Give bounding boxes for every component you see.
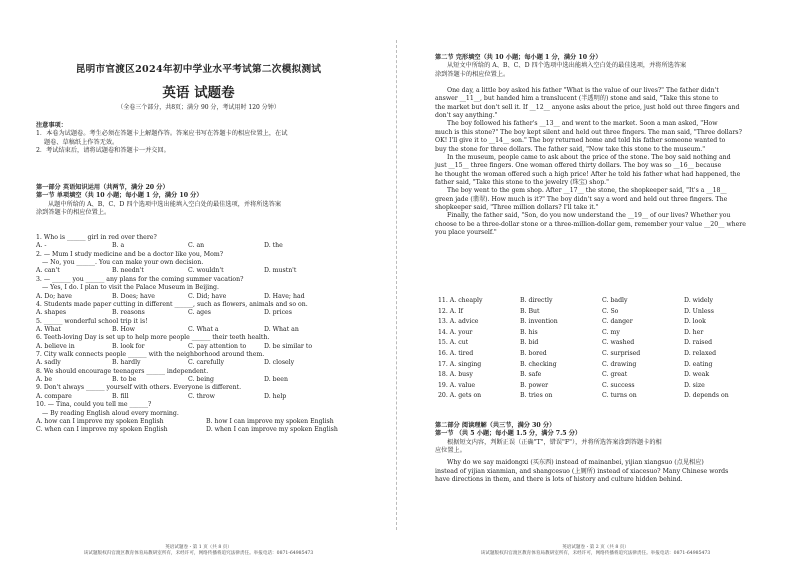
cloze-passage (435, 87, 775, 237)
choice-option: D. her (684, 328, 704, 336)
option: A. can't (36, 267, 60, 275)
option-row (36, 393, 376, 401)
choice-row (438, 349, 768, 360)
choice-option: B. bored (520, 350, 547, 358)
option: C. wouldn't (188, 267, 224, 275)
passage-line: don't say anything." (435, 112, 498, 120)
option: D. been (264, 376, 288, 384)
choice-option: D. depends on (684, 392, 729, 400)
passage-line: father said, "Take this stone to the jewelry (珠宝) shop." (435, 178, 609, 186)
passage-line: One day, a little boy asked his father "What is the value of our lives?" The father didn't (447, 87, 719, 94)
option: C. pay attention to (188, 342, 247, 350)
option: B. hardly (112, 359, 141, 367)
part1-heading: 第一部分 英语知识运用（共两节，满分 20 分） (36, 184, 169, 191)
option-row (36, 359, 376, 367)
question-item (36, 334, 376, 351)
question-stem: 7. City walk connects people ______ with the neighborhood around them. (36, 351, 265, 359)
option: A. shapes (36, 309, 67, 317)
section2-block (435, 54, 775, 79)
option: C. throw (188, 392, 215, 400)
choice-option: B. invention (520, 318, 558, 326)
option: A. - (36, 242, 47, 250)
part2-instructions: 应位置上。 (435, 447, 466, 455)
section1-heading: 第一节 单项填空（共 10 小题；每小题 1 分，满分 10 分） (36, 192, 203, 200)
option: A. What (36, 325, 61, 333)
option-row (36, 309, 376, 317)
part2-heading: 第二部分 阅读理解（共三节，满分 30 分） (435, 422, 556, 429)
question-stem: 4. Students made paper cutting in different ______, such as flowers, animals and so on. (36, 300, 308, 308)
choice-row (438, 296, 768, 307)
option: C. What a (188, 325, 219, 333)
question-item (36, 251, 376, 276)
choice-option: D. relaxed (684, 350, 717, 358)
choice-option: C. great (602, 371, 628, 379)
choice-option: C. my (602, 328, 620, 336)
choice-option: C. So (602, 307, 619, 315)
option-row (36, 418, 376, 426)
option: D. when I can improve my spoken English (206, 426, 338, 434)
passage-line: buy the stone for three dollars. The father said, "Now take this stone to the museum." (435, 145, 706, 153)
choice-option: B. his (520, 328, 538, 336)
part2-block (435, 422, 775, 485)
choice-option: 11. A. cheaply (438, 297, 483, 305)
choice-row (438, 391, 768, 402)
choice-option: B. tries on (520, 392, 553, 400)
choice-row (438, 338, 768, 349)
option-row (36, 267, 376, 275)
choice-option: C. success (602, 381, 635, 389)
choice-option: 13. A. advice (438, 318, 479, 326)
passage-line: The boy followed his father's __13__ and went to the market. Soon a man asked, "How (447, 120, 718, 128)
passage-line: he thought the woman offered such a high price! After he told his father what had happened, the (435, 170, 741, 178)
passage-line: just __15__ three fingers. One woman offered thirty dollars. The boy was so __16__ because (435, 162, 722, 170)
choice-option: 20. A. gets on (438, 392, 482, 400)
choice-row (438, 317, 768, 328)
option: D. closely (264, 359, 295, 367)
passage-line: choose to be a three-dollar stone or a three-million-dollar gem, remember your value __20__ where (435, 220, 746, 228)
choice-option: 18. A. busy (438, 371, 473, 379)
footer-copyright: 该试题版权归官渡区教育体育局教研室所有，未经许可，网络传播将追究法律责任。举报电话：0871-64985473 (480, 551, 711, 557)
passage-line: green jade (翡翠). How much is it?" The boy didn't say a word and held out three fingers. The (435, 195, 728, 203)
choice-option: D. Unless (684, 307, 714, 315)
choice-option: C. surprised (602, 350, 641, 358)
option: A. how can I improve my spoken English (36, 417, 164, 425)
question-item (36, 318, 376, 335)
choice-row (438, 370, 768, 381)
part1-block (36, 184, 376, 217)
question-stem: — By reading English aloud every morning. (42, 409, 179, 417)
option-row (36, 426, 376, 434)
choice-option: C. drawing (602, 360, 637, 368)
option: B. needn't (112, 267, 144, 275)
question-list (36, 234, 376, 435)
question-stem: 2. — Mum I study medicine and be a doctor like you, Mom? (36, 250, 224, 258)
option: C. being (188, 376, 214, 384)
exam-subtitle: 英语 试题卷 (162, 85, 235, 101)
option: B. a (112, 242, 125, 250)
choice-option: D. weak (684, 371, 710, 379)
choice-option: B. directly (520, 297, 553, 305)
choice-option: C. washed (602, 339, 635, 347)
option: A. be (36, 376, 53, 384)
choice-option: D. look (684, 318, 706, 326)
choice-option: C. danger (602, 318, 633, 326)
option: A. Do; have (36, 292, 72, 300)
page-footer (0, 545, 397, 557)
option-row (36, 376, 376, 384)
passage-line: have directions in them, and there is lots of history and culture hidden behind. (435, 476, 683, 484)
option-row (36, 242, 376, 250)
passage-line: OK! I'll give it to __14__ son." The boy returned home and told his father someone wanted to (435, 137, 726, 145)
question-stem: 5. ______ wonderful school trip it is! (36, 317, 148, 325)
option: C. carefully (188, 359, 224, 367)
passage-line: the market but don't sell it. If __12__ anyone asks about the price, just hold out three fingers and (435, 103, 740, 111)
option: B. to be (112, 376, 137, 384)
choice-option: D. eating (684, 360, 713, 368)
question-stem: 6. Teeth-loving Day is set up to help more people ______ their teeth health. (36, 334, 270, 342)
choice-option: C. badly (602, 297, 628, 305)
right-page (397, 0, 794, 561)
choice-option: 16. A. tired (438, 350, 474, 358)
part2-section1-heading: 第一节 （共 5 小题；每小题 1.5 分，满分 7.5 分） (435, 430, 582, 438)
section2-instructions: 涂到答题卡的相应位置上。 (435, 70, 510, 78)
option: D. Have; had (264, 292, 305, 300)
notice-line: 1．本卷为试题卷。考生必须在答题卡上解题作答。答案应书写在答题卡的相应位置上，在试 (36, 130, 288, 138)
passage-line: shopkeeper said, "Three million dollars? I'll take it." (435, 204, 599, 212)
notice-block (36, 122, 376, 155)
option: B. look for (112, 342, 145, 350)
notice-line: 2．考试结束后，请将试题卷和答题卡一并交回。 (36, 147, 170, 155)
choice-option: B. checking (520, 360, 557, 368)
choice-option: 14. A. your (438, 328, 473, 336)
option: C. ages (188, 309, 211, 317)
passage-line: instead of yijian xianmian, and shangcesuo (上厕所) instead of xiacesuo? Many Chinese words (435, 467, 729, 475)
exam-info: （全卷三个部分，共8页；满分 90 分，考试用时 120 分钟） (117, 104, 280, 111)
footer-page-number: 英语试题卷・第 1 页（共 8 页） (165, 545, 232, 551)
choice-option: 15. A. cut (438, 339, 469, 347)
option-row (36, 343, 376, 351)
question-stem: 10. — Tina, could you tell me ______? (36, 401, 152, 409)
choice-option: B. bid (520, 339, 539, 347)
option: B. reasons (112, 309, 145, 317)
passage-line: answer __11__, but handed him a translucent (半透明的) stone and said, "Take this stone to (435, 95, 719, 103)
passage-line: you place yourself." (435, 229, 497, 237)
question-stem: — Yes, I do. I plan to visit the Palace Museum in Beijing. (42, 284, 219, 292)
question-item (36, 234, 376, 251)
option: B. how I can improve my spoken English (206, 417, 334, 425)
option: B. How (112, 325, 135, 333)
choice-option: B. safe (520, 371, 542, 379)
option: B. fill (112, 392, 129, 400)
notice-title: 注意事项： (36, 122, 67, 129)
question-item (36, 276, 376, 301)
option: A. compare (36, 392, 72, 400)
question-stem: 3. — ______ you ______ any plans for the coming summer vacation? (36, 275, 244, 283)
option-row (36, 293, 376, 301)
question-item (36, 401, 376, 434)
passage-line: The boy went to the gem shop. After __17__ the stone, the shopkeeper said, "It's a __18__ (447, 187, 727, 195)
option: D. the (264, 242, 283, 250)
choice-option: D. widely (684, 297, 714, 305)
section1-instructions: 从题中所给的 A、B、C、D 四个选项中选出能填入空白处的最佳选项，并将所选答案 (48, 200, 282, 208)
page-footer (397, 545, 794, 557)
choice-option: B. power (520, 381, 549, 389)
question-stem: 1. Who is ______ girl in red over there? (36, 234, 157, 241)
choice-option: B. But (520, 307, 540, 315)
option: D. prices (264, 309, 292, 317)
passage-line: Finally, the father said, "Son, do you now understand the __19__ of our lives? Whether you (447, 212, 731, 220)
cloze-choices-table (438, 296, 768, 402)
option: A. sadly (36, 359, 61, 367)
choice-option: C. turns on (602, 392, 637, 400)
choice-option: D. size (684, 381, 705, 389)
option: A. believe in (36, 342, 75, 350)
option: D. help (264, 392, 287, 400)
exam-title: 昆明市官渡区2024年初中学业水平考试第二次模拟测试 (75, 64, 322, 75)
choice-row (438, 381, 768, 392)
passage-line: much is this stone?" The boy kept silent and held out three fingers. The man said, "Three dollars? (435, 128, 742, 136)
choice-row (438, 360, 768, 371)
question-stem: — No, you ______. You can make your own decision. (42, 259, 204, 267)
passage-line: In the museum, people came to ask about the price of the stone. The boy said nothing and (447, 153, 731, 161)
choice-option: 17. A. singing (438, 360, 482, 368)
notice-line: 题卷、草稿纸上作答无效。 (44, 138, 119, 146)
option: C. Did; have (188, 292, 227, 300)
question-item (36, 351, 376, 368)
choice-option: 12. A. If (438, 307, 463, 315)
section2-heading: 第二节 完形填空（共 10 小题；每小题 1 分，满分 10 分） (435, 54, 602, 61)
section2-instructions: 从短文中所给的 A、B、C、D 四个选项中选出能填入空白处的最佳选项，并将所选答案 (447, 62, 687, 70)
option: D. What an (264, 325, 299, 333)
choice-option: 19. A. value (438, 381, 476, 389)
part2-instructions: 根据短文内容，判断正误（正确"T"，错误"F"），并将所选答案涂到答题卡的相 (447, 438, 662, 446)
question-item (36, 368, 376, 385)
footer-page-number: 英语试题卷・第 2 页（共 8 页） (562, 545, 629, 551)
option: D. mustn't (264, 267, 297, 275)
option: B. Does; have (112, 292, 155, 300)
option: C. when can I improve my spoken English (36, 426, 168, 434)
question-stem: 8. We should encourage teenagers ______ independent. (36, 367, 209, 375)
option-row (36, 326, 376, 334)
footer-copyright: 该试题版权归官渡区教育体育局教研室所有，未经许可，网络传播将追究法律责任。举报电话：0871-64985473 (83, 551, 314, 557)
choice-row (438, 307, 768, 318)
question-item (36, 384, 376, 401)
passage-line: Why do we say maidongxi (买东西) instead of mainanbei, yijian xiangsuo (点见相应) (447, 459, 704, 467)
choice-option: D. raised (684, 339, 713, 347)
question-stem: 9. Don't always ______ yourself with others. Everyone is different. (36, 384, 242, 392)
section1-instructions: 涂到答题卡的相应位置上。 (36, 209, 111, 217)
option: C. an (188, 242, 205, 250)
option: D. be similar to (264, 342, 313, 350)
question-item (36, 301, 376, 318)
choice-row (438, 328, 768, 339)
